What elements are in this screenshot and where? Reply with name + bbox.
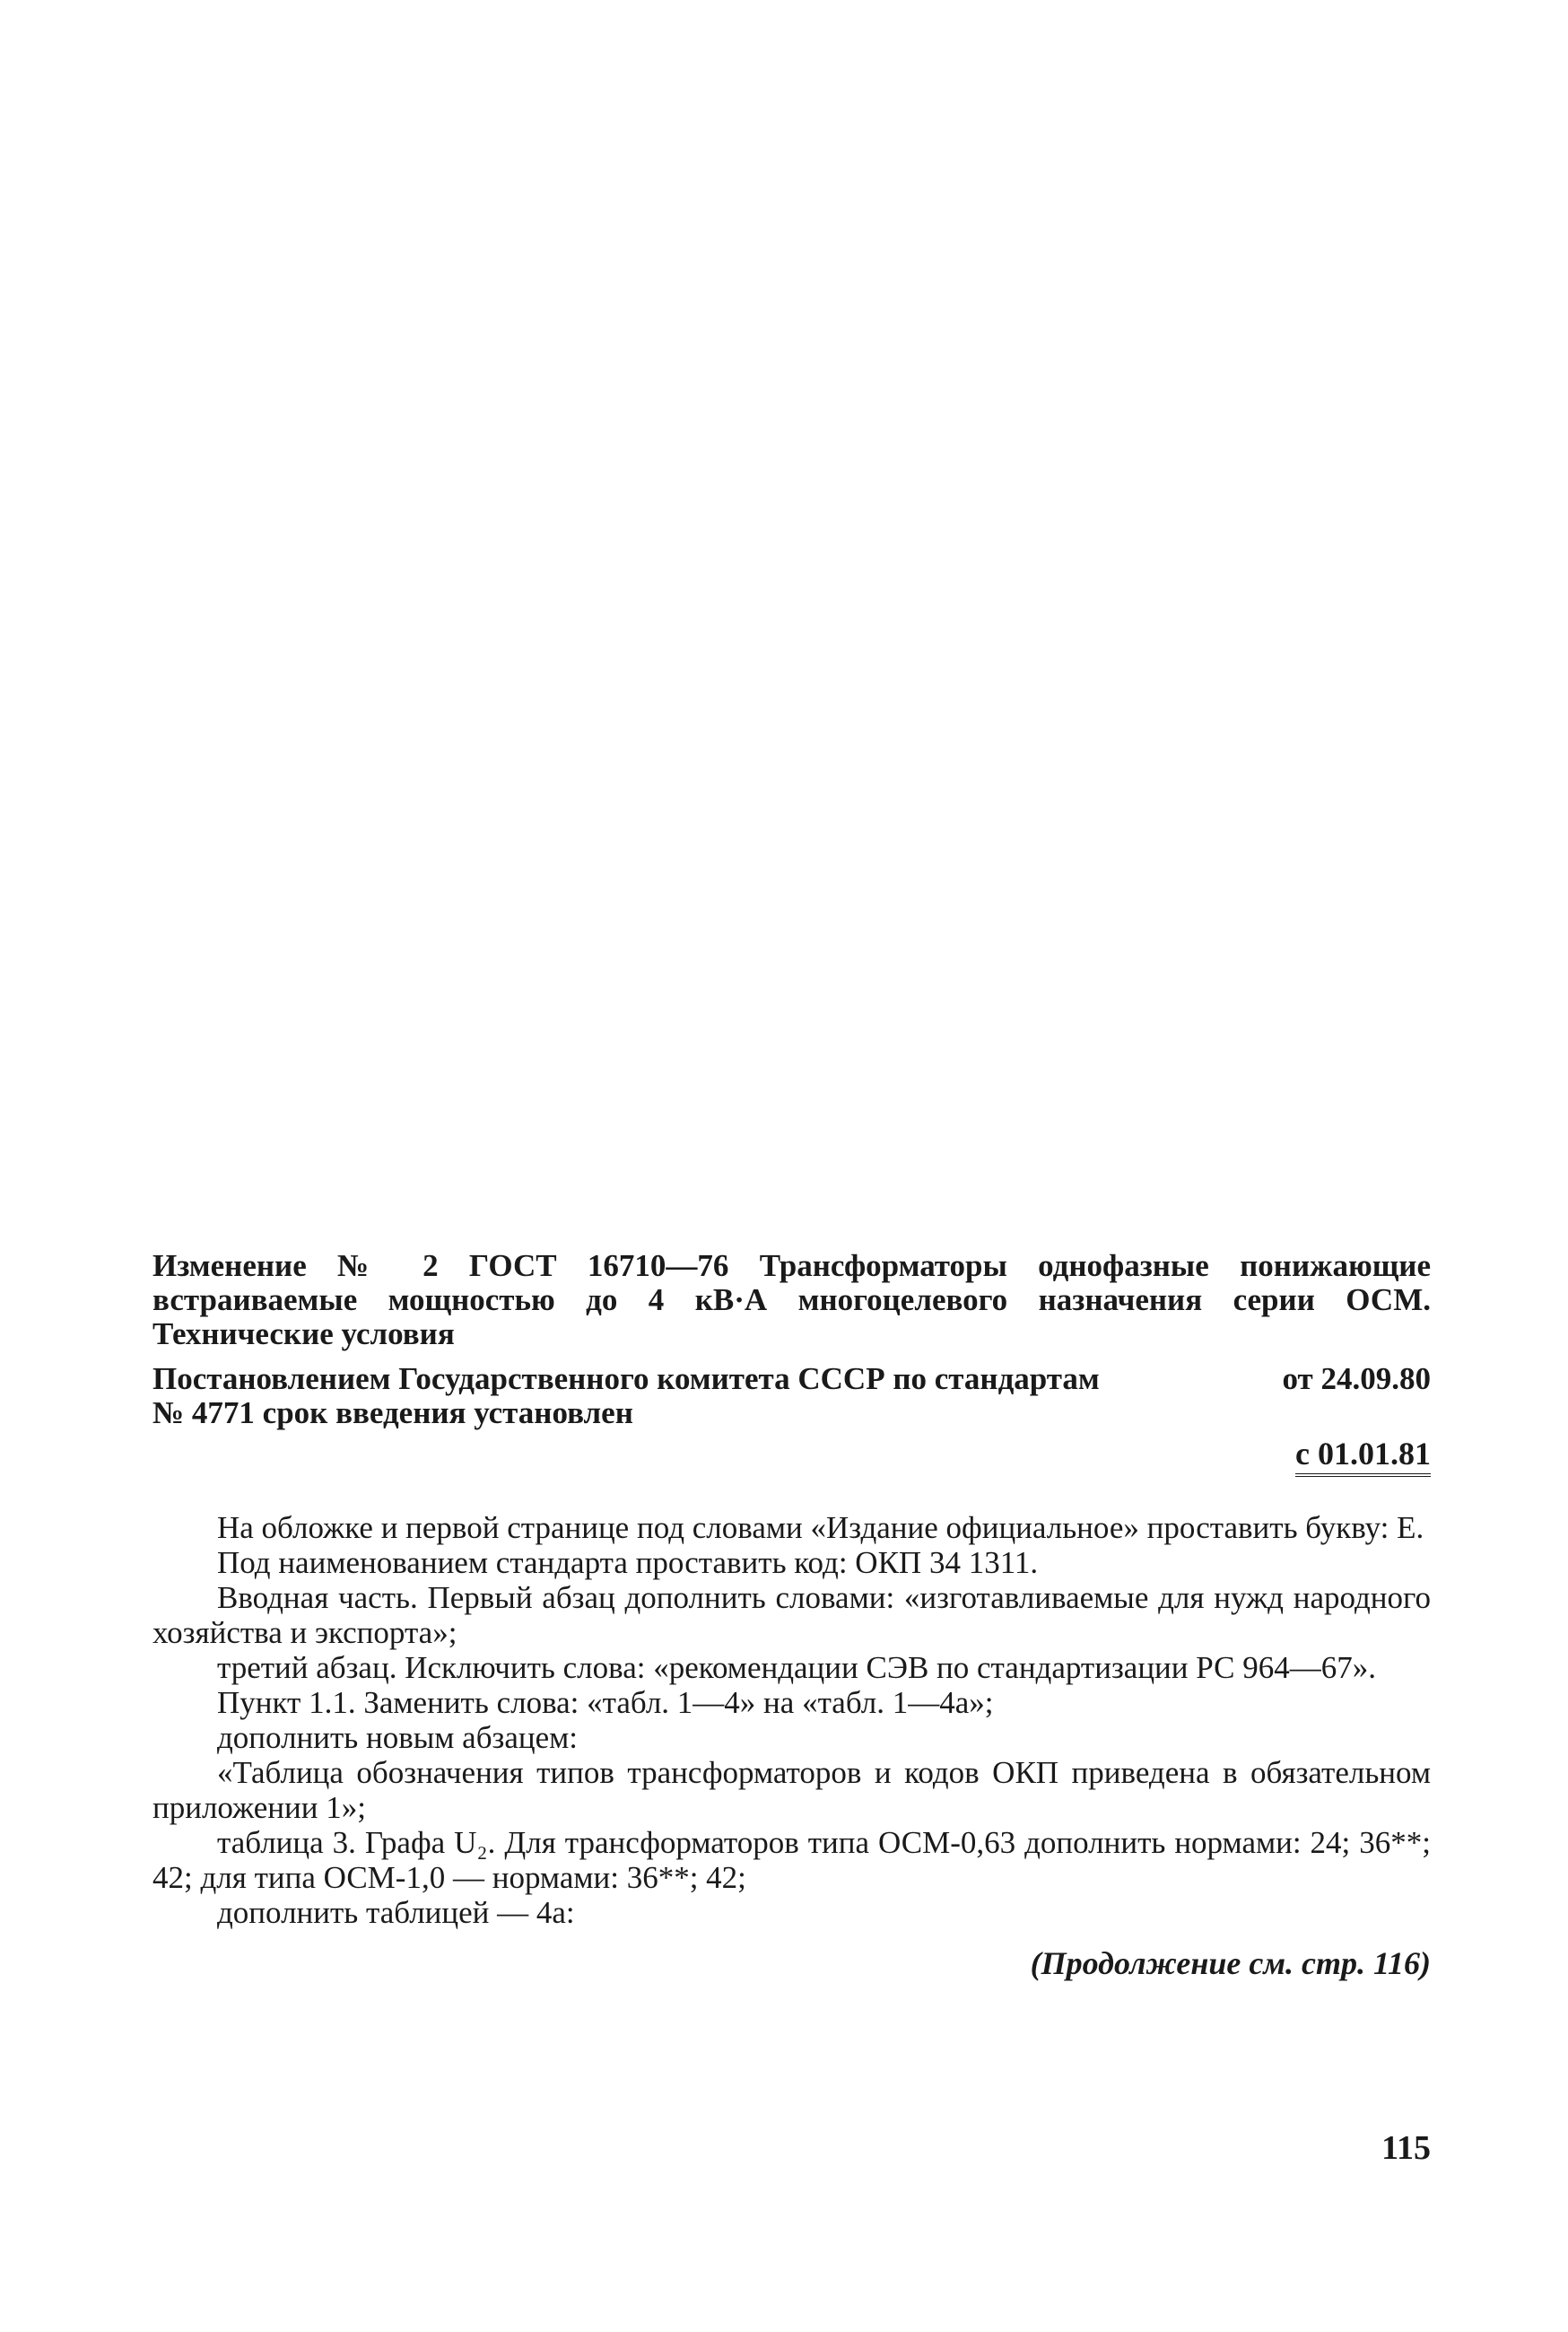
effective-date: с 01.01.81 <box>1295 1436 1431 1477</box>
resolution-line-2: № 4771 срок введения установлен <box>152 1395 633 1430</box>
paragraph: таблица 3. Графа U₂. Для трансформаторов типа ОСМ-0,63 дополнить нормами: 24; 36**; 42; для типа ОСМ-1,0 — нормами: 36**; 42; <box>152 1825 1431 1895</box>
resolution-block <box>152 1362 1431 1430</box>
paragraph: Вводная часть. Первый абзац дополнить словами: «изготавливаемые для нужд народного хозяйства и экспорта»; <box>152 1580 1431 1650</box>
paragraph: Под наименованием стандарта проставить код: ОКП 34 1311. <box>217 1545 1039 1580</box>
page-number: 115 <box>1381 2129 1431 2167</box>
resolution-line-1 <box>152 1362 1431 1396</box>
amendment-body <box>152 1510 1431 1930</box>
paragraph: дополнить таблицей — 4а: <box>217 1895 575 1930</box>
resolution-date: от 24.09.80 <box>1282 1361 1431 1396</box>
paragraph: третий абзац. Исключить слова: «рекомендации СЭВ по стандартизации РС 964—67». <box>217 1650 1376 1685</box>
resolution-authority: Постановлением Государственного комитета СССР по стандартам <box>152 1361 1100 1396</box>
paragraph: дополнить новым абзацем: <box>217 1720 579 1755</box>
amendment-heading: Изменение № 2 ГОСТ 16710—76 Трансформаторы однофазные понижающие встраиваемые мощностью до 4 кВ·А многоцелевого назначения серии ОСМ. Технические условия <box>152 1248 1431 1351</box>
continuation-note: (Продолжение см. стр. 116) <box>1030 1945 1431 1981</box>
paragraph: «Таблица обозначения типов трансформаторов и кодов ОКП приведена в обязательном приложении 1»; <box>152 1755 1431 1825</box>
paragraph: Пункт 1.1. Заменить слова: «табл. 1—4» на «табл. 1—4а»; <box>217 1685 994 1720</box>
paragraph: На обложке и первой странице под словами «Издание официальное» проставить букву: Е. <box>217 1510 1424 1545</box>
